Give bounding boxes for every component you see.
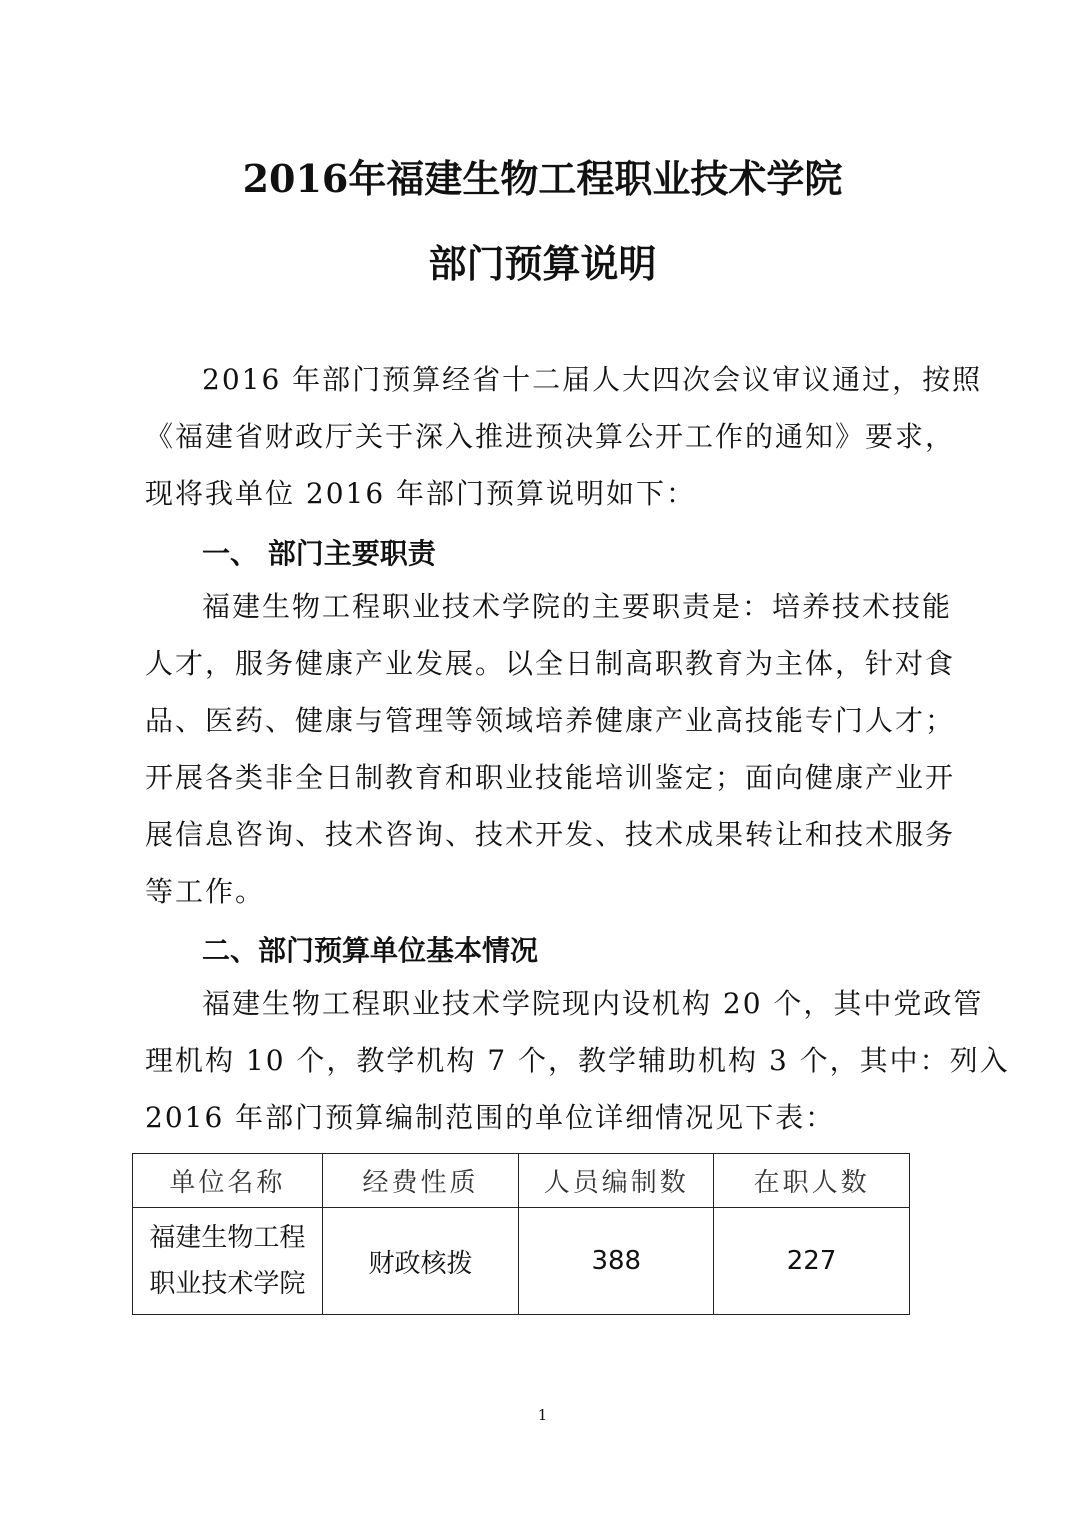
section-2-line-1: 福建生物工程职业技术学院现内设机构 20 个，其中党政管	[202, 987, 984, 1020]
cell-staff-actual: 227	[714, 1208, 910, 1315]
section-2-line-3: 2016 年部门预算编制范围的单位详细情况见下表：	[145, 1101, 836, 1134]
title-line-2: 部门预算说明	[428, 241, 657, 286]
section-1-line-6: 等工作。	[145, 875, 266, 908]
section-1-line-2: 人才，服务健康产业发展。以全日制高职教育为主体，针对食	[145, 647, 956, 680]
header-staff-actual: 在职人数	[714, 1154, 910, 1208]
intro-paragraph	[145, 351, 983, 522]
table-row	[133, 1208, 910, 1315]
section-1-line-1: 福建生物工程职业技术学院的主要职责是：培养技术技能	[202, 590, 953, 623]
table-header-row	[133, 1154, 910, 1208]
unit-name-line-2: 职业技术学院	[149, 1269, 306, 1299]
header-staff-quota: 人员编制数	[519, 1154, 714, 1208]
section-2-line-2: 理机构 10 个，教学机构 7 个，教学辅助机构 3 个，其中：列入	[145, 1044, 1010, 1077]
cell-funding-type: 财政核拨	[322, 1208, 519, 1315]
intro-line-2: 《福建省财政厅关于深入推进预决算公开工作的通知》要求，	[145, 420, 956, 453]
section-1-line-4: 开展各类非全日制教育和职业技能培训鉴定；面向健康产业开	[145, 761, 956, 794]
cell-unit-name	[133, 1208, 323, 1315]
section-2-heading: 二、部门预算单位基本情况	[202, 934, 539, 967]
unit-name-line-1: 福建生物工程	[149, 1223, 306, 1253]
intro-line-3: 现将我单位 2016 年部门预算说明如下：	[145, 477, 697, 510]
section-1-line-5: 展信息咨询、技术咨询、技术开发、技术成果转让和技术服务	[145, 818, 956, 851]
budget-unit-table	[132, 1153, 910, 1315]
section-1-line-3: 品、医药、健康与管理等领域培养健康产业高技能专门人才；	[145, 704, 956, 737]
section-1-paragraph	[145, 578, 956, 920]
header-unit-name: 单位名称	[133, 1154, 323, 1208]
header-funding-type: 经费性质	[322, 1154, 519, 1208]
title-line-1: 2016年福建生物工程职业技术学院	[242, 156, 843, 201]
cell-staff-quota: 388	[519, 1208, 714, 1315]
intro-line-1: 2016 年部门预算经省十二届人大四次会议审议通过，按照	[202, 363, 983, 396]
section-2-paragraph	[145, 975, 1010, 1146]
section-1-heading: 一、 部门主要职责	[202, 537, 436, 570]
page-number: 1	[537, 1406, 548, 1424]
